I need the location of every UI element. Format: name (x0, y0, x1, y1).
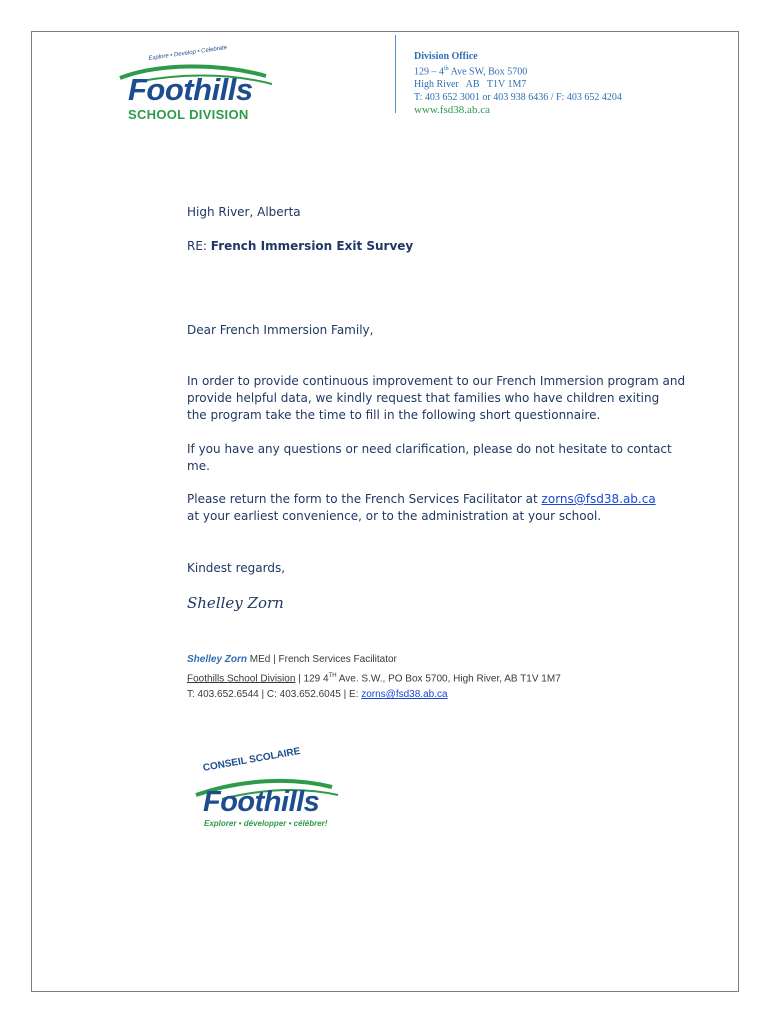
facilitator-email-link[interactable]: zorns@fsd38.ab.ca (541, 492, 656, 506)
conseil-scolaire-foothills-logo (192, 746, 342, 837)
office-phone: T: 403 652 3001 or 403 938 6436 / F: 403 652 4204 (414, 92, 622, 104)
letter-paragraph-3: Please return the form to the French Services Facilitator at zorns@fsd38.ab.ca at your earliest convenience, or to the administration at your school. (187, 492, 656, 523)
foothills-school-division-logo (116, 45, 276, 126)
logo-arc-text: CONSEIL SCOLAIRE (202, 746, 302, 774)
office-title: Division Office (414, 51, 478, 62)
letter-paragraph-1: In order to provide continuous improvement to our French Immersion program and provide helpful data, we kindly request that families who have children exiting the program take the time to fill in the following short questionnaire. (187, 374, 686, 422)
footer-logo-tagline: Explorer • développer • célébrer! (204, 819, 328, 828)
handwritten-signature: Shelley Zorn (187, 594, 284, 612)
footer-logo-name: Foothills (203, 786, 320, 818)
office-street: 129 – 4th Ave SW, Box 5700 (414, 66, 528, 78)
letter-subject: RE: French Immersion Exit Survey (187, 239, 414, 253)
office-website: www.fsd38.ab.ca (414, 104, 490, 117)
signature-contact-line: T: 403.652.6544 | C: 403.652.6045 | E: zorns@fsd38.ab.ca (187, 689, 448, 701)
header-divider (395, 35, 396, 113)
logo-subtitle: SCHOOL DIVISION (128, 107, 249, 122)
letter-salutation: Dear French Immersion Family, (187, 323, 374, 337)
logo-name: Foothills (128, 72, 253, 107)
signature-address-line: Foothills School Division | 129 4TH Ave. S.W., PO Box 5700, High River, AB T1V 1M7 (187, 673, 561, 685)
signature-block (187, 652, 561, 703)
letter-place: High River, Alberta (187, 205, 301, 219)
office-city: High River AB T1V 1M7 (414, 79, 527, 91)
letter-closing: Kindest regards, (187, 561, 286, 575)
letter-paragraph-2: If you have any questions or need clarification, please do not hesitate to contact me. (187, 442, 672, 473)
logo-tagline: Explore • Develop • Celebrate (148, 45, 228, 62)
signature-name-line: Shelley Zorn MEd | French Services Facilitator (187, 654, 397, 665)
signature-email-link[interactable]: zorns@fsd38.ab.ca (361, 689, 448, 701)
division-office-address (414, 50, 622, 117)
letter-page (31, 31, 739, 992)
